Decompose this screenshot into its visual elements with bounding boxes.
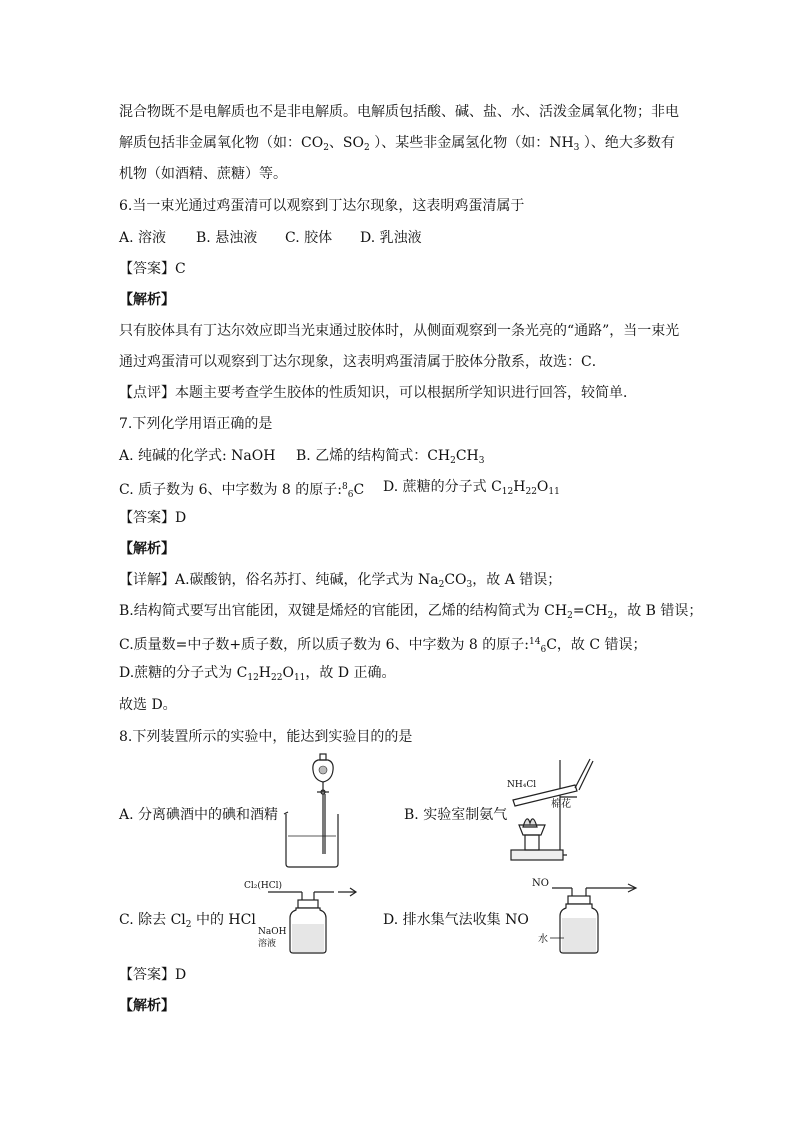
intro-text: ）、某些非金属氢化物（如：NH [369, 135, 574, 151]
detail-text: =CH [572, 603, 608, 619]
detail-text: ，故 A 错误； [472, 572, 562, 588]
q7-detail-b [119, 601, 702, 626]
intro-text: ）、绝大多数有 [579, 135, 675, 151]
q8-stem: 8.下列装置所示的实验中，能达到实验目的的是 [119, 729, 413, 745]
q6-analysis-line-2: 通过鸡蛋清可以观察到丁达尔现象，这表明鸡蛋清属于胶体分散系，故选：C． [119, 354, 606, 370]
q7-option-d [383, 477, 560, 502]
option-text: C [353, 482, 365, 498]
detail-text: ，故 D 正确。 [305, 665, 396, 681]
q6-comment: 【点评】本题主要考查学生胶体的性质知识，可以根据所学知识进行回答，较简单． [119, 385, 637, 401]
figure-c-gas-washing-bottle [238, 878, 360, 956]
q8-option-c [119, 910, 256, 935]
q8-option-a: A. 分离碘酒中的碘和酒精 [119, 807, 279, 823]
q7-detail-a [119, 570, 561, 595]
q7-detail-c [119, 632, 647, 660]
q6-analysis-line-1: 只有胶体具有丁达尔效应即当光束通过胶体时，从侧面观察到一条光亮的“通路”，当一束光 [119, 323, 680, 339]
detail-text: H [258, 665, 272, 681]
superscript: 8 [342, 482, 348, 492]
q8-option-d: D. 排水集气法收集 NO [383, 912, 529, 928]
figure-b-ammonia-apparatus [505, 755, 597, 867]
subscript: 2 [607, 611, 614, 621]
detail-text: C.质量数=中子数+质子数，所以质子数为 6、中字数为 8 的原子: [119, 637, 530, 653]
solution-label: 溶液 [258, 939, 277, 949]
q6-option-b: B. 悬浊液 [196, 230, 258, 246]
q6-option-d: D. 乳浊液 [360, 230, 422, 246]
subscript: 22 [525, 487, 537, 497]
intro-line-3: 机物（如酒精、蔗糖）等。 [119, 166, 287, 182]
detail-text: C，故 C 错误； [546, 637, 647, 653]
q7-analysis-heading: 【解析】 [119, 541, 175, 557]
subscript: 22 [271, 673, 283, 683]
option-text: 中的 HCl [191, 912, 256, 928]
subscript: 2 [323, 143, 329, 153]
subscript: 11 [548, 487, 560, 497]
cotton-label: 棉花 [551, 799, 571, 810]
subscript: 12 [247, 673, 259, 683]
option-text: C. 质子数为 6、中字数为 8 的原子: [119, 482, 342, 498]
q8-analysis-heading: 【解析】 [119, 998, 175, 1014]
option-text: O [536, 479, 549, 495]
q8-answer: 【答案】D [119, 967, 187, 983]
detail-text: O [282, 665, 294, 681]
q6-option-a: A. 溶液 [119, 230, 167, 246]
q7-option-a: A. 纯碱的化学式: NaOH [119, 448, 276, 464]
q7-answer: 【答案】D [119, 510, 187, 526]
subscript: 3 [478, 456, 485, 466]
q6-answer: 【答案】C [119, 261, 186, 277]
figure-a-separatory-funnel [278, 752, 350, 870]
option-text: B. 乙烯的结构简式：CH [296, 448, 451, 464]
gas-label: Cl₂(HCl) [244, 881, 283, 891]
option-text: D. 蔗糖的分子式 C [383, 479, 502, 495]
subscript: 2 [364, 143, 370, 153]
nh4cl-label: NH₄Cl [507, 780, 537, 790]
subscript: 12 [501, 487, 514, 497]
q6-option-c: C. 胶体 [285, 230, 333, 246]
water-label: 水 [538, 934, 548, 945]
subscript: 2 [185, 920, 192, 930]
q7-conclusion: 故选 D。 [119, 697, 177, 713]
detail-text: B.结构简式要写出官能团，双键是烯烃的官能团，乙烯的结构简式为 CH [119, 603, 568, 619]
subscript: 2 [438, 580, 445, 590]
subscript: 3 [466, 580, 473, 590]
subscript: 6 [540, 645, 547, 655]
intro-text: 解质包括非金属氧化物（如：CO [119, 135, 324, 151]
q6-analysis-heading: 【解析】 [119, 292, 175, 308]
q6-stem: 6.当一束光通过鸡蛋清可以观察到丁达尔现象，这表明鸡蛋清属于 [119, 198, 525, 214]
detail-text: D.蔗糖的分子式为 C [119, 665, 248, 681]
subscript: 6 [347, 490, 354, 500]
intro-line-2 [119, 133, 675, 158]
detail-text: ，故 B 错误； [613, 603, 703, 619]
detail-text: 【详解】A.碳酸钠，俗名苏打、纯碱，化学式为 Na [119, 572, 439, 588]
subscript: 3 [573, 143, 580, 153]
figure-d-water-collection [528, 874, 640, 956]
intro-line-1: 混合物既不是电解质也不是非电解质。电解质包括酸、碱、盐、水、活泼金属氧化物；非电 [119, 104, 679, 120]
option-text: C. 除去 Cl [119, 912, 186, 928]
q7-detail-d [119, 663, 396, 688]
q8-option-b: B. 实验室制氨气 [404, 807, 508, 823]
detail-text: CO [444, 572, 467, 588]
naoh-label: NaOH [258, 927, 287, 937]
subscript: 11 [293, 673, 306, 683]
q7-option-b [296, 446, 485, 471]
subscript: 2 [567, 611, 573, 621]
q7-stem: 7.下列化学用语正确的是 [119, 416, 273, 432]
option-text: H [513, 479, 526, 495]
q7-option-c [119, 477, 364, 505]
no-label: NO [532, 878, 549, 889]
superscript: 14 [529, 637, 541, 647]
intro-text: 、SO [328, 135, 365, 151]
subscript: 2 [450, 456, 456, 466]
option-text: CH [455, 448, 479, 464]
